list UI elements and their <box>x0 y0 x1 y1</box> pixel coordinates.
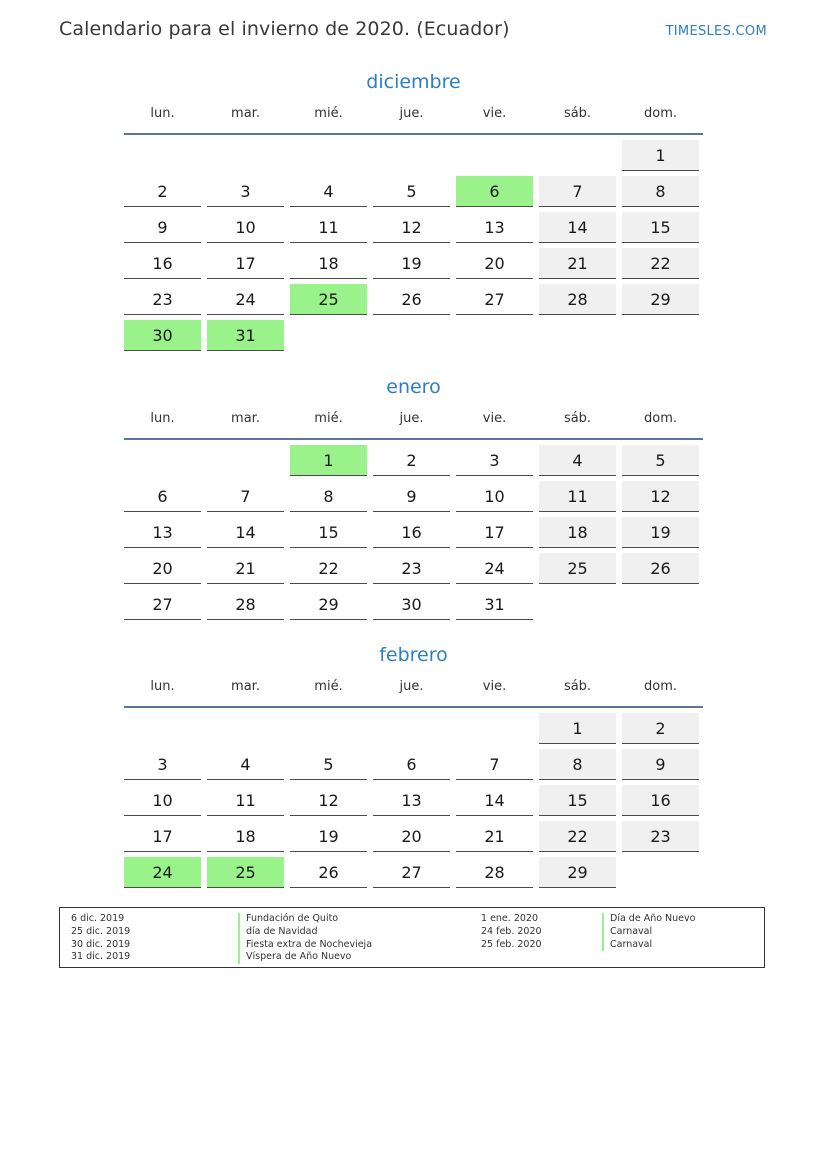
holiday-legend <box>59 907 765 968</box>
day-cell: 24 <box>456 553 533 584</box>
day-cell: 10 <box>124 785 201 816</box>
day-cell: 14 <box>456 785 533 816</box>
day-cell: 30 <box>373 589 450 620</box>
day-cell: 22 <box>539 821 616 852</box>
day-cell: 9 <box>124 212 201 243</box>
empty-cell <box>539 140 616 171</box>
legend-names-right <box>602 913 695 951</box>
weekday-label: jue. <box>399 679 424 694</box>
day-cell: 8 <box>622 176 699 207</box>
day-cell: 22 <box>290 553 367 584</box>
weekday-label: vie. <box>482 106 507 121</box>
day-cell: 17 <box>124 821 201 852</box>
weekday-label: mié. <box>314 411 343 426</box>
day-cell: 27 <box>124 589 201 620</box>
day-cell: 10 <box>207 212 284 243</box>
empty-cell <box>207 140 284 171</box>
day-cell: 6 <box>124 481 201 512</box>
day-cell: 29 <box>622 284 699 315</box>
day-cell: 11 <box>207 785 284 816</box>
day-cell: 6 <box>373 749 450 780</box>
day-cell: 2 <box>622 713 699 744</box>
weekday-label: mar. <box>231 411 260 426</box>
legend-dates-right <box>481 913 542 951</box>
legend-date: 31 dic. 2019 <box>71 951 131 963</box>
weekday-label: lun. <box>150 411 175 426</box>
day-cell: 22 <box>622 248 699 279</box>
day-cell: 2 <box>124 176 201 207</box>
day-cell: 18 <box>539 517 616 548</box>
day-cell: 8 <box>539 749 616 780</box>
holiday-day-cell: 25 <box>207 857 284 888</box>
empty-cell <box>124 445 201 476</box>
day-cell: 7 <box>539 176 616 207</box>
day-cell: 23 <box>622 821 699 852</box>
day-cell: 23 <box>124 284 201 315</box>
weekday-label: mar. <box>231 679 260 694</box>
month-title: febrero <box>379 644 448 666</box>
empty-cell <box>373 713 450 744</box>
header-divider <box>124 438 703 440</box>
day-cell: 15 <box>622 212 699 243</box>
weekday-label: mié. <box>314 106 343 121</box>
empty-cell <box>124 713 201 744</box>
holiday-day-cell: 1 <box>290 445 367 476</box>
day-cell: 29 <box>290 589 367 620</box>
weekday-label: jue. <box>399 106 424 121</box>
day-cell: 1 <box>622 140 699 171</box>
day-grid <box>124 140 703 351</box>
legend-holiday-name: Fiesta extra de Nochevieja <box>238 939 372 952</box>
day-cell: 31 <box>456 589 533 620</box>
day-cell: 17 <box>456 517 533 548</box>
empty-cell <box>373 140 450 171</box>
header-divider <box>124 706 703 708</box>
weekday-label: mar. <box>231 106 260 121</box>
day-cell: 28 <box>539 284 616 315</box>
day-cell: 16 <box>124 248 201 279</box>
legend-holiday-name: Fundación de Quito <box>238 913 372 926</box>
holiday-day-cell: 31 <box>207 320 284 351</box>
day-cell: 4 <box>290 176 367 207</box>
legend-holiday-name: Carnaval <box>602 939 695 952</box>
day-cell: 15 <box>290 517 367 548</box>
day-cell: 7 <box>207 481 284 512</box>
brand-link[interactable]: TIMESLES.COM <box>665 24 767 39</box>
day-cell: 14 <box>539 212 616 243</box>
weekday-label: dom. <box>643 679 677 694</box>
month-december <box>124 68 703 351</box>
day-cell: 13 <box>124 517 201 548</box>
weekday-label: jue. <box>399 411 424 426</box>
day-cell: 5 <box>290 749 367 780</box>
weekday-label: vie. <box>482 679 507 694</box>
month-january <box>124 373 703 620</box>
header-divider <box>124 133 703 135</box>
weekday-label: dom. <box>643 411 677 426</box>
day-cell: 26 <box>290 857 367 888</box>
legend-holiday-name: Carnaval <box>602 926 695 939</box>
weekday-header <box>124 409 703 429</box>
day-cell: 13 <box>456 212 533 243</box>
legend-date: 25 dic. 2019 <box>71 925 131 937</box>
day-cell: 10 <box>456 481 533 512</box>
day-cell: 5 <box>373 176 450 207</box>
day-cell: 13 <box>373 785 450 816</box>
empty-cell <box>124 140 201 171</box>
legend-date: 25 feb. 2020 <box>481 938 542 950</box>
day-cell: 3 <box>207 176 284 207</box>
day-grid <box>124 713 703 888</box>
day-cell: 24 <box>207 284 284 315</box>
day-cell: 27 <box>456 284 533 315</box>
page-title: Calendario para el invierno de 2020. (Ecuador) <box>59 18 510 40</box>
empty-cell <box>290 713 367 744</box>
legend-dates-left <box>71 913 130 964</box>
day-cell: 21 <box>539 248 616 279</box>
legend-date: 1 ene. 2020 <box>481 913 538 924</box>
legend-date: 24 feb. 2020 <box>481 925 542 937</box>
day-cell: 23 <box>373 553 450 584</box>
day-cell: 16 <box>373 517 450 548</box>
legend-date: 30 dic. 2019 <box>71 938 131 950</box>
day-cell: 9 <box>622 749 699 780</box>
day-cell: 1 <box>539 713 616 744</box>
day-cell: 29 <box>539 857 616 888</box>
empty-cell <box>207 713 284 744</box>
day-cell: 28 <box>456 857 533 888</box>
holiday-day-cell: 6 <box>456 176 533 207</box>
month-title: diciembre <box>366 71 461 93</box>
empty-cell <box>207 445 284 476</box>
day-cell: 19 <box>622 517 699 548</box>
weekday-label: mié. <box>314 679 343 694</box>
day-cell: 5 <box>622 445 699 476</box>
weekday-label: lun. <box>150 106 175 121</box>
day-cell: 19 <box>290 821 367 852</box>
weekday-label: sáb. <box>563 411 592 426</box>
day-cell: 21 <box>207 553 284 584</box>
empty-cell <box>290 140 367 171</box>
day-cell: 4 <box>539 445 616 476</box>
day-cell: 21 <box>456 821 533 852</box>
day-cell: 9 <box>373 481 450 512</box>
day-cell: 19 <box>373 248 450 279</box>
holiday-day-cell: 30 <box>124 320 201 351</box>
empty-cell <box>456 713 533 744</box>
day-cell: 28 <box>207 589 284 620</box>
day-cell: 18 <box>207 821 284 852</box>
legend-holiday-name: Día de Año Nuevo <box>602 913 695 926</box>
day-grid <box>124 445 703 620</box>
weekday-header <box>124 104 703 124</box>
day-cell: 16 <box>622 785 699 816</box>
day-cell: 14 <box>207 517 284 548</box>
legend-date: 6 dic. 2019 <box>71 913 125 924</box>
day-cell: 20 <box>373 821 450 852</box>
day-cell: 15 <box>539 785 616 816</box>
legend-names-left <box>238 913 372 964</box>
month-february <box>124 641 703 888</box>
month-title: enero <box>386 376 441 398</box>
day-cell: 12 <box>373 212 450 243</box>
day-cell: 12 <box>622 481 699 512</box>
day-cell: 8 <box>290 481 367 512</box>
day-cell: 12 <box>290 785 367 816</box>
day-cell: 27 <box>373 857 450 888</box>
weekday-label: lun. <box>150 679 175 694</box>
day-cell: 3 <box>124 749 201 780</box>
day-cell: 17 <box>207 248 284 279</box>
day-cell: 18 <box>290 248 367 279</box>
holiday-day-cell: 24 <box>124 857 201 888</box>
day-cell: 4 <box>207 749 284 780</box>
weekday-header <box>124 677 703 697</box>
day-cell: 20 <box>456 248 533 279</box>
weekday-label: sáb. <box>563 679 592 694</box>
day-cell: 11 <box>290 212 367 243</box>
empty-cell <box>456 140 533 171</box>
day-cell: 11 <box>539 481 616 512</box>
day-cell: 25 <box>539 553 616 584</box>
day-cell: 7 <box>456 749 533 780</box>
day-cell: 26 <box>622 553 699 584</box>
weekday-label: dom. <box>643 106 677 121</box>
day-cell: 20 <box>124 553 201 584</box>
weekday-label: vie. <box>482 411 507 426</box>
day-cell: 26 <box>373 284 450 315</box>
legend-holiday-name: día de Navidad <box>238 926 372 939</box>
day-cell: 3 <box>456 445 533 476</box>
day-cell: 2 <box>373 445 450 476</box>
weekday-label: sáb. <box>563 106 592 121</box>
legend-holiday-name: Víspera de Año Nuevo <box>238 951 372 964</box>
holiday-day-cell: 25 <box>290 284 367 315</box>
